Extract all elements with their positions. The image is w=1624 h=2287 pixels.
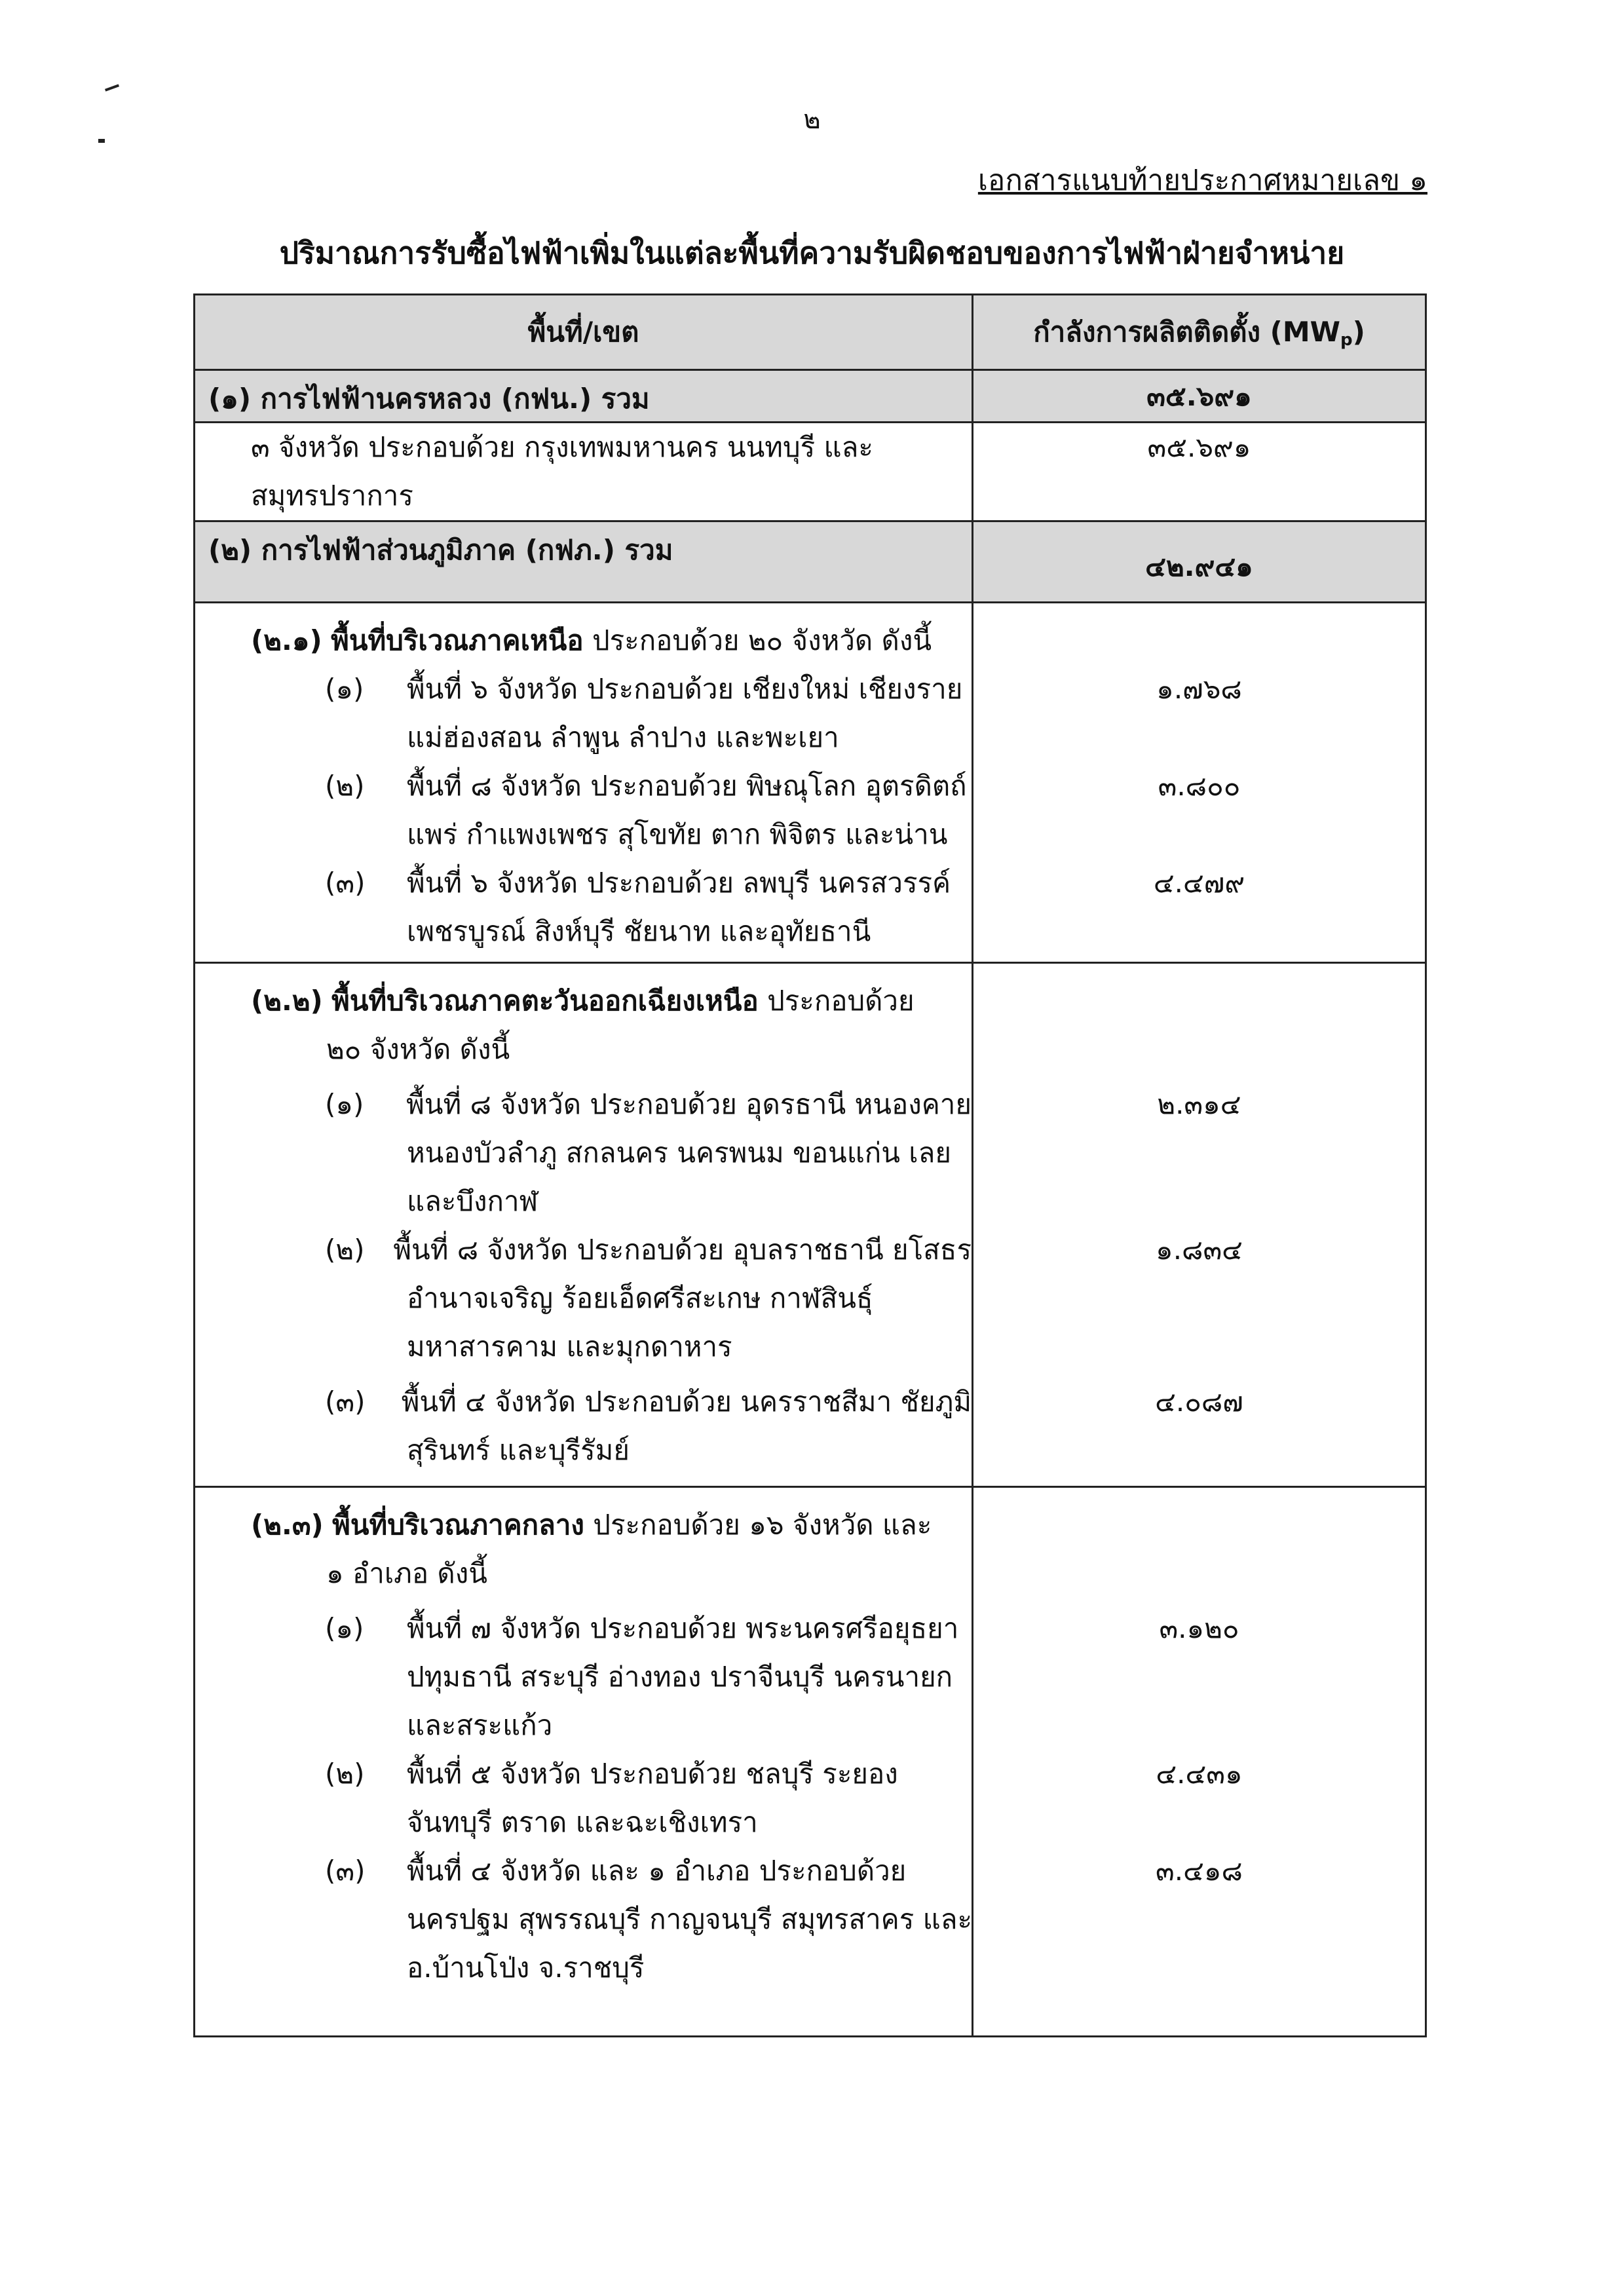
central-value-3: ๓.๔๑๘: [1156, 1855, 1243, 1887]
header-capacity: กำลังการผลิตติดตั้ง (MWp): [973, 295, 1426, 370]
list-item-line: จันทบุรี ตราด และฉะเชิงเทรา: [407, 1806, 758, 1838]
northeast-value-3: ๔.๐๘๗: [1155, 1386, 1243, 1418]
list-item-line: แม่ฮ่องสอน ลำพูน ลำปาง และพะเยา: [407, 721, 839, 753]
list-item-line: แพร่ กำแพงเพชร สุโขทัย ตาก พิจิตร และน่าน: [407, 818, 948, 850]
page-number: ๒: [803, 105, 821, 135]
list-item-line: นครปฐม สุพรรณบุรี กาญจนบุรี สมุทรสาคร และ: [407, 1903, 973, 1935]
header-area: พื้นที่/เขต: [195, 295, 973, 370]
northeast-heading: (๒.๒) พื้นที่บริเวณภาคตะวันออกเฉียงเหนือ ประกอบด้วย: [251, 985, 915, 1017]
capacity-table: [193, 293, 1427, 2037]
mea-desc-line: ๓ จังหวัด ประกอบด้วย กรุงเทพมหานคร นนทบุรี และ: [251, 431, 873, 463]
list-item: (๓) พื้นที่ ๔ จังหวัด ประกอบด้วย นครราชสีมา ชัยภูมิ: [325, 1386, 972, 1418]
mea-total-row: [195, 370, 1426, 423]
pea-total: ๔๒.๙๔๑: [973, 521, 1426, 603]
list-item: (๒) พื้นที่ ๘ จังหวัด ประกอบด้วย พิษณุโลก อุตรดิตถ์: [325, 770, 967, 802]
attachment-label: เอกสารแนบท้ายประกาศหมายเลข ๑: [977, 164, 1427, 197]
mea-value: ๓๕.๖๙๑: [1147, 431, 1251, 463]
mea-detail-row: [195, 423, 1426, 521]
list-item-line: สุรินทร์ และบุรีรัมย์: [407, 1434, 630, 1466]
north-region-row: [195, 603, 1426, 963]
central-value-2: ๔.๔๓๑: [1156, 1758, 1243, 1790]
pea-label: (๒) การไฟฟ้าส่วนภูมิภาค (กฟภ.) รวม: [195, 521, 973, 603]
table-header-row: [195, 295, 1426, 370]
central-region-row: [195, 1487, 1426, 2037]
list-item-line: มหาสารคาม และมุกดาหาร: [407, 1331, 732, 1363]
northeast-region-row: [195, 963, 1426, 1487]
mea-desc-line: สมุทรปราการ: [251, 480, 413, 512]
list-item-line: ปทุมธานี สระบุรี อ่างทอง ปราจีนบุรี นครนายก: [407, 1661, 953, 1693]
list-item-line: อำนาจเจริญ ร้อยเอ็ดศรีสะเกษ กาฬสินธุ์: [407, 1282, 873, 1314]
list-item-line: และสระแก้ว: [407, 1709, 553, 1741]
list-item-line: หนองบัวลำภู สกลนคร นครพนม ขอนแก่น เลย: [407, 1137, 951, 1169]
list-item-line: อ.บ้านโป่ง จ.ราชบุรี: [407, 1952, 645, 1984]
central-heading: (๒.๓) พื้นที่บริเวณภาคกลาง ประกอบด้วย ๑๖ จังหวัด และ: [251, 1509, 932, 1541]
list-item: (๓) พื้นที่ ๔ จังหวัด และ ๑ อำเภอ ประกอบด้วย: [325, 1855, 907, 1887]
pea-total-row: [195, 521, 1426, 603]
north-value-2: ๓.๘๐๐: [1158, 770, 1241, 802]
document-title: ปริมาณการรับซื้อไฟฟ้าเพิ่มในแต่ละพื้นที่ความรับผิดชอบของการไฟฟ้าฝ่ายจำหน่าย: [279, 235, 1345, 271]
list-item: (๑) พื้นที่ ๘ จังหวัด ประกอบด้วย อุดรธานี หนองคาย: [325, 1088, 972, 1120]
north-value-3: ๔.๔๗๙: [1153, 867, 1245, 899]
mea-total: ๓๕.๖๙๑: [973, 370, 1426, 423]
central-heading-line2: ๑ อำเภอ ดังนี้: [326, 1557, 487, 1589]
mea-label: (๑) การไฟฟ้านครหลวง (กฟน.) รวม: [195, 370, 973, 423]
north-value-1: ๑.๗๖๘: [1156, 673, 1242, 705]
list-item: (๑) พื้นที่ ๗ จังหวัด ประกอบด้วย พระนครศรีอยุธยา: [325, 1612, 959, 1644]
north-heading: (๒.๑) พื้นที่บริเวณภาคเหนือ ประกอบด้วย ๒๐ จังหวัด ดังนี้: [251, 624, 932, 656]
list-item: (๒) พื้นที่ ๘ จังหวัด ประกอบด้วย อุบลราชธานี ยโสธร: [325, 1234, 972, 1266]
northeast-value-2: ๑.๘๓๔: [1156, 1234, 1243, 1266]
list-item: (๒) พื้นที่ ๕ จังหวัด ประกอบด้วย ชลบุรี ระยอง: [325, 1758, 898, 1790]
list-item: (๓) พื้นที่ ๖ จังหวัด ประกอบด้วย ลพบุรี นครสวรรค์: [325, 867, 951, 899]
northeast-value-1: ๒.๓๑๔: [1157, 1088, 1241, 1120]
list-item-line: เพชรบูรณ์ สิงห์บุรี ชัยนาท และอุทัยธานี: [407, 915, 871, 947]
scan-mark: [105, 84, 119, 91]
list-item-line: และบึงกาฬ: [407, 1185, 538, 1217]
list-item: (๑) พื้นที่ ๖ จังหวัด ประกอบด้วย เชียงใหม่ เชียงราย: [325, 673, 963, 705]
central-value-1: ๓.๑๒๐: [1159, 1612, 1239, 1644]
northeast-heading-line2: ๒๐ จังหวัด ดังนี้: [326, 1033, 510, 1065]
